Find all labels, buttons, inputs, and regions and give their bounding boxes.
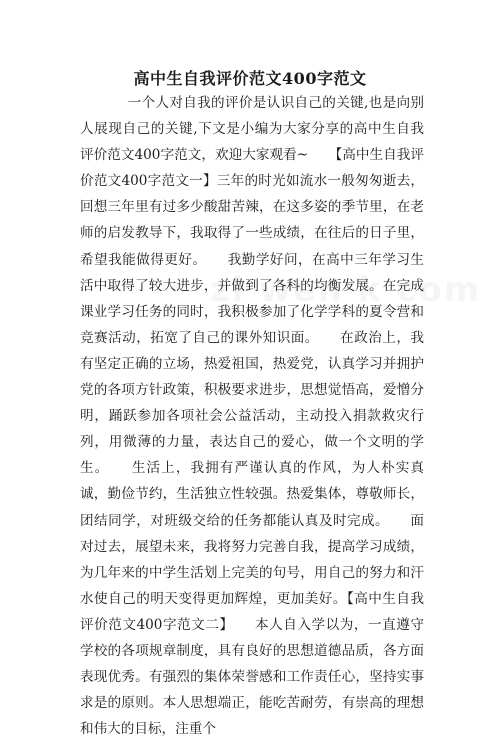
document-title: 高中生自我评价范文400字范文 <box>133 69 367 88</box>
document-body: 一个人对自我的评价是认识自己的关键,也是向别人展现自己的关键,下文是小编为大家分享的高中生自我评价范文400字范文，欢迎大家观看~ 【高中生自我评价范文400字范文一】三年的时光如流水一般匆匆逝去，回想三年里有过多少酸甜苦辣，在这多姿的季节里，在老师的启发教导下，我取得了一些成绩，在往后的日子里，希望我能做得更好。 我勤学好问，在高中三年学习生活中取得了较大进步，并做到了各科的均衡发展。在完成课业学习任务的同时，我积极参加了化学学科的夏令营和竞赛活动，拓宽了自己的课外知识面。 在政治上，我有坚定正确的立场，热爱祖国，热爱党，认真学习并拥护党的各项方针政策，积极要求进步，思想觉悟高，爱憎分明，踊跃参加各项社会公益活动，主动投入捐款救灾行列，用微薄的力量，表达自己的爱心，做一个文明的学生。 生活上，我拥有严谨认真的作风，为人朴实真诚，勤俭节约，生活独立性较强。热爱集体，尊敬师长，团结同学，对班级交给的任务都能认真及时完成。 面对过去，展望未来，我将努力完善自我，提高学习成绩，为几年来的中学生活划上完美的句号，用自己的努力和汗水使自己的明天变得更加辉煌，更加美好。【高中生自我评价范文400字范文二】 本人自入学以为，一直遵守学校的各项规章制度，具有良好的思想道德品质，各方面表现优秀。有强烈的集体荣誉感和工作责任心，坚持实事求是的原则。本人思想端正，能吃苦耐劳，有崇高的理想和伟大的目标，注重个 <box>80 95 424 738</box>
